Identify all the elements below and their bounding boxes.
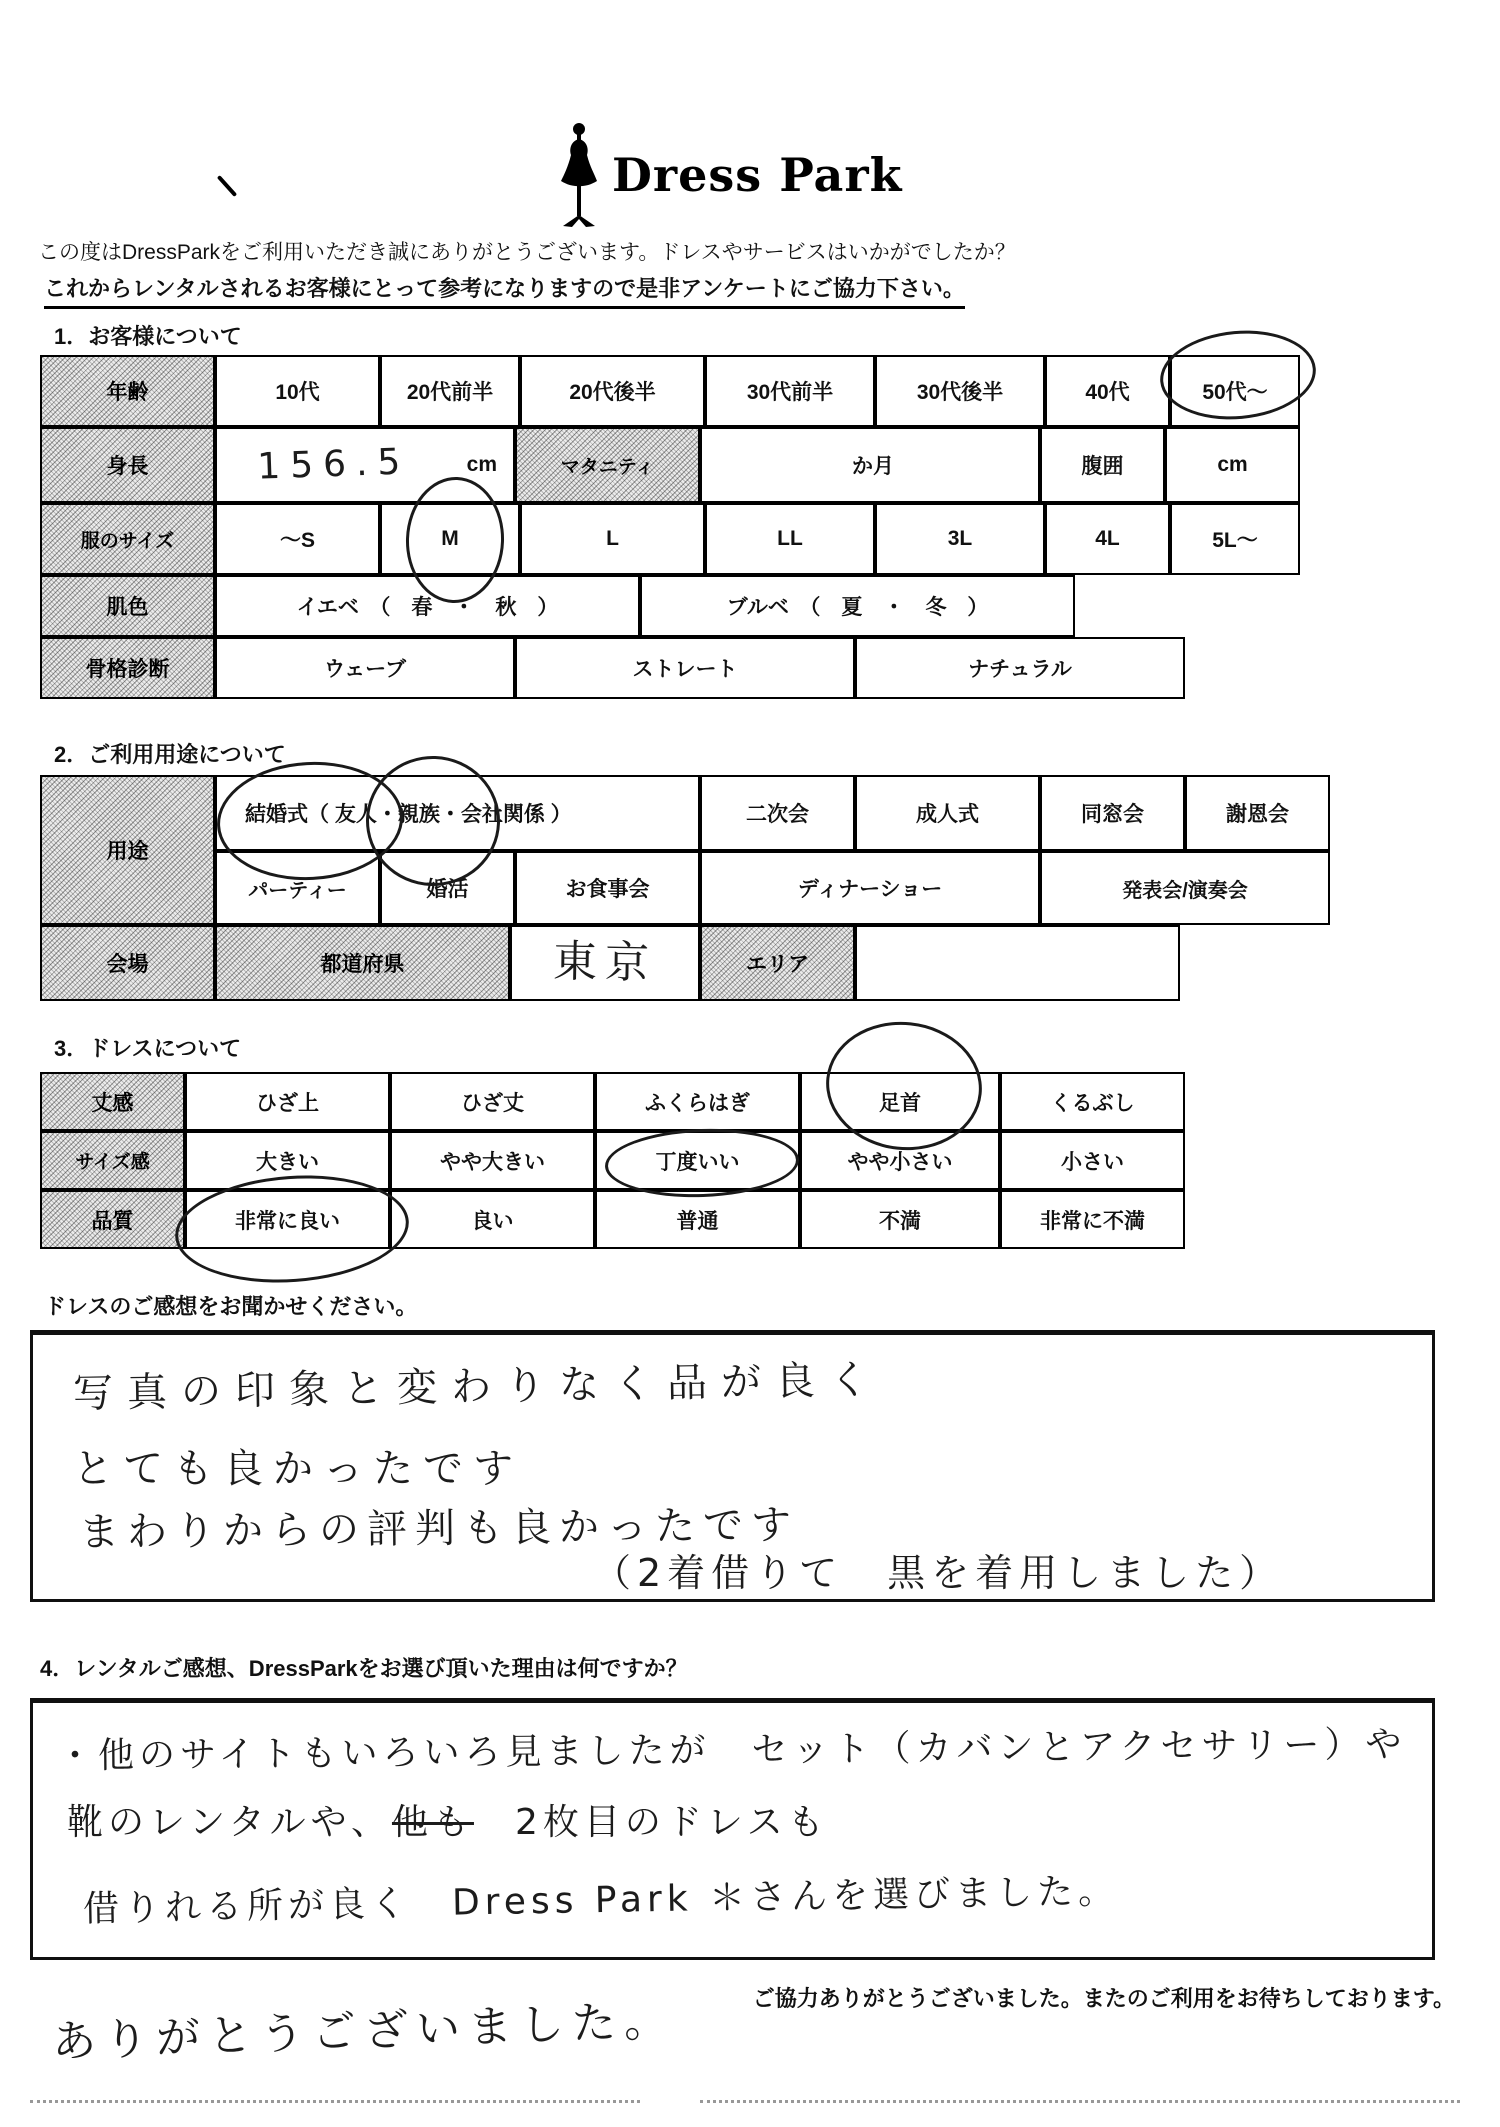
frame-label: 骨格診断 <box>40 637 215 699</box>
wedding-option-label: 結婚式 <box>245 803 308 826</box>
wedding-option <box>245 798 308 828</box>
dressform-icon <box>556 122 602 228</box>
purpose-row-1 <box>215 775 1330 851</box>
wedding-paren-open: （ 友人・ <box>308 803 398 826</box>
handwritten-line: ・他のサイトもいろいろ見ましたが セット（カバンとアクセサリー）や <box>56 1724 1407 1777</box>
purpose-option-cell: 同窓会 <box>1040 775 1185 851</box>
purpose-option-cell: 二次会 <box>700 775 855 851</box>
size-option-cell: ～S <box>215 503 380 575</box>
quality-option-cell-selected <box>185 1190 390 1249</box>
fit-label: サイズ感 <box>40 1131 185 1190</box>
fit-option-cell-selected <box>595 1131 800 1190</box>
wedding-paren-close: ・会社関係 ） <box>439 803 572 826</box>
size-option-cell: LL <box>705 503 875 575</box>
feedback-box <box>30 1330 1435 1602</box>
handwritten-line: まわりからの評判も良かったです <box>78 1502 800 1556</box>
age-option-cell: 20代前半 <box>380 355 520 427</box>
fit-option-label: 丁度いい <box>655 1150 740 1174</box>
age-label: 年齢 <box>40 355 215 427</box>
dresspark-logo <box>556 122 902 228</box>
months-cell: か月 <box>700 427 1040 503</box>
height-label: 身長 <box>40 427 215 503</box>
fit-option-cell: 小さい <box>1000 1131 1185 1190</box>
section4-title: 4．レンタルご感想、DressParkをお選び頂いた理由は何ですか？ <box>40 1656 688 1681</box>
fit-option-cell: やや大きい <box>390 1131 595 1190</box>
purpose-option-cell: 婚活 <box>380 851 515 925</box>
handwritten-struck-text: 他も <box>391 1802 474 1843</box>
scan-artifact <box>700 2100 1460 2103</box>
venue-label: 会場 <box>40 925 215 1001</box>
length-option-cell: くるぶし <box>1000 1072 1185 1131</box>
height-handwritten-value: 156.5 <box>256 441 412 488</box>
venue-pref-handwritten-value: 東京 <box>552 935 658 989</box>
reason-box <box>30 1698 1435 1960</box>
purpose-label: 用途 <box>40 775 215 925</box>
quality-option-cell: 普通 <box>595 1190 800 1249</box>
footer-printed-text: ご協力ありがとうございました。またのご利用をお待ちしております。 <box>752 1986 1455 2011</box>
length-option-cell: ひざ丈 <box>390 1072 595 1131</box>
quality-label: 品質 <box>40 1190 185 1249</box>
purpose-options <box>215 775 1330 925</box>
intro-line-2: これからレンタルされるお客様にとって参考になりますので是非アンケートにご協力下さい。 <box>44 272 965 309</box>
venue-pref-value-cell <box>510 925 700 1001</box>
section2-title: 2．ご利用用途について <box>54 742 286 767</box>
handwritten-line: （2着借りて 黒を着用しました） <box>593 1551 1284 1595</box>
age-option-cell-selected <box>1170 355 1300 427</box>
pen-mark <box>217 175 237 197</box>
purpose-option-cell: お食事会 <box>515 851 700 925</box>
handwritten-line: 借りれる所が良く Dress Park ＊さんを選びました。 <box>82 1870 1120 1931</box>
logo-text: Dress Park <box>612 148 903 202</box>
age-option-cell: 20代後半 <box>520 355 705 427</box>
purpose-wedding-cell <box>215 775 700 851</box>
purpose-option-cell: ディナーショー <box>700 851 1040 925</box>
age-option-cell: 10代 <box>215 355 380 427</box>
purpose-table <box>40 775 1330 925</box>
frame-option-cell: ナチュラル <box>855 637 1185 699</box>
fit-option-cell: やや小さい <box>800 1131 1000 1190</box>
waist-label-cell: 腹囲 <box>1040 427 1165 503</box>
skin-option-yellow: イエベ （ 春 ・ 秋 ） <box>215 575 640 637</box>
frame-row <box>40 637 1300 699</box>
length-option-cell: ふくらはぎ <box>595 1072 800 1131</box>
feedback-prompt: ドレスのご感想をお聞かせください。 <box>44 1294 418 1319</box>
section1-title: 1．お客様について <box>54 324 242 349</box>
fit-row <box>40 1131 1185 1190</box>
venue-row <box>40 925 1180 1001</box>
relatives-option <box>398 798 440 828</box>
size-option-cell: 3L <box>875 503 1045 575</box>
length-option-cell-selected <box>800 1072 1000 1131</box>
section3-title: 3．ドレスについて <box>54 1036 242 1061</box>
height-unit: cm <box>466 453 497 476</box>
handwritten-line: とても良かったです <box>73 1446 523 1492</box>
handwritten-line <box>67 1803 829 1843</box>
size-option-cell-selected <box>380 503 520 575</box>
quality-option-cell: 不満 <box>800 1190 1000 1249</box>
size-option-cell: 4L <box>1045 503 1170 575</box>
skin-label: 肌色 <box>40 575 215 637</box>
quality-option-label: 非常に良い <box>235 1209 340 1233</box>
length-label: 丈感 <box>40 1072 185 1131</box>
height-row <box>40 427 1300 503</box>
venue-area-value-cell <box>855 925 1180 1001</box>
height-value-cell <box>215 427 515 503</box>
purpose-option-cell: 謝恩会 <box>1185 775 1330 851</box>
size-row <box>40 503 1300 575</box>
frame-option-cell: ウェーブ <box>215 637 515 699</box>
purpose-option-cell: 成人式 <box>855 775 1040 851</box>
skin-row <box>40 575 1300 637</box>
length-option-cell: ひざ上 <box>185 1072 390 1131</box>
length-option-label: 足首 <box>879 1091 921 1115</box>
handwritten-text: 靴のレンタルや、 <box>67 1802 392 1843</box>
fit-option-cell: 大きい <box>185 1131 390 1190</box>
skin-option-blue: ブルベ （ 夏 ・ 冬 ） <box>640 575 1075 637</box>
frame-option-cell: ストレート <box>515 637 855 699</box>
maternity-label: マタニティ <box>515 427 700 503</box>
waist-unit-cell: cm <box>1165 427 1300 503</box>
handwritten-text: 2枚目のドレスも <box>473 1802 829 1843</box>
quality-row <box>40 1190 1185 1249</box>
length-row <box>40 1072 1185 1131</box>
scan-artifact <box>30 2100 640 2103</box>
dress-table <box>40 1072 1185 1249</box>
handwritten-line: 写真の印象と変わりなく品が良く <box>72 1356 884 1418</box>
size-option-label: M <box>441 527 459 550</box>
intro-line-1: この度はDressParkをご利用いただき誠にありがとうございます。ドレスやサービスはいかがでしたか？ <box>38 241 1016 264</box>
quality-option-cell: 良い <box>390 1190 595 1249</box>
relatives-option-label: 親族 <box>397 803 440 826</box>
age-option-cell: 40代 <box>1045 355 1170 427</box>
size-option-cell: 5L～ <box>1170 503 1300 575</box>
size-option-cell: L <box>520 503 705 575</box>
venue-area-label: エリア <box>700 925 855 1001</box>
purpose-option-cell: 発表会/演奏会 <box>1040 851 1330 925</box>
age-option-label: 50代～ <box>1202 381 1268 404</box>
footer-handwritten-thanks: ありがとうございました。 <box>51 1995 677 2068</box>
age-row <box>40 355 1300 427</box>
size-label: 服のサイズ <box>40 503 215 575</box>
age-option-cell: 30代前半 <box>705 355 875 427</box>
age-option-cell: 30代後半 <box>875 355 1045 427</box>
quality-option-cell: 非常に不満 <box>1000 1190 1185 1249</box>
venue-pref-label: 都道府県 <box>215 925 510 1001</box>
purpose-option-cell: パーティー <box>215 851 380 925</box>
customer-table <box>40 355 1300 699</box>
circle-annotation <box>1156 324 1319 425</box>
purpose-row-2 <box>215 851 1330 925</box>
